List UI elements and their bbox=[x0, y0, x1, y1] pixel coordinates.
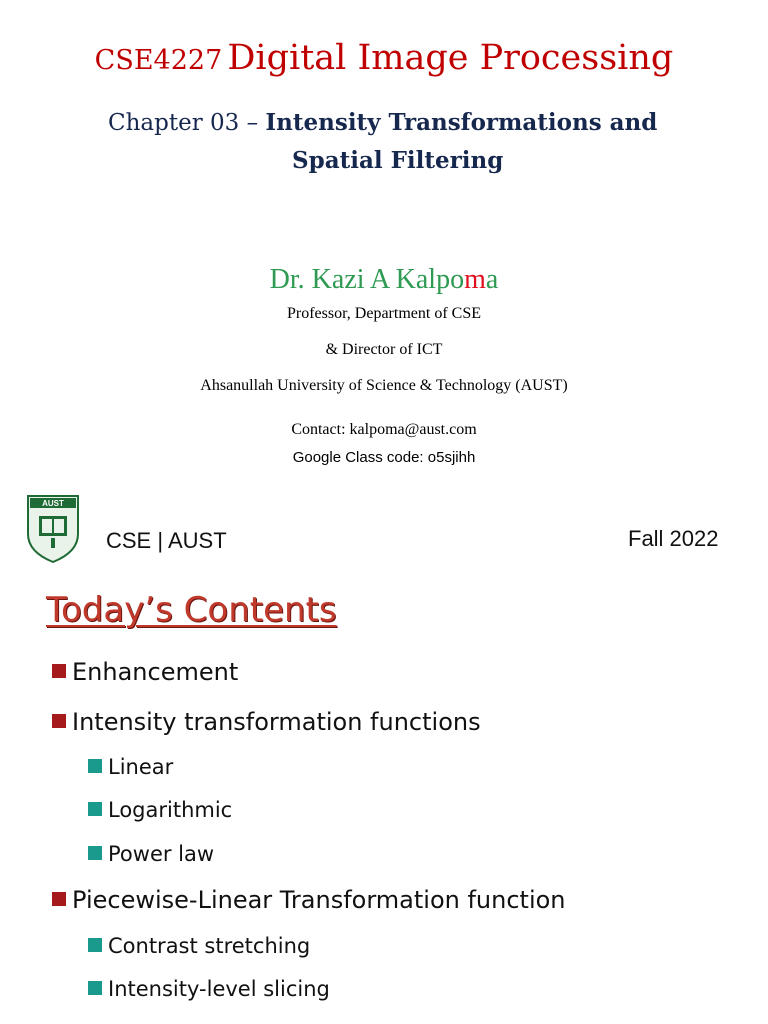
list-item bbox=[88, 934, 310, 958]
author-role: & Director of ICT bbox=[325, 341, 443, 358]
author-name-highlight: m bbox=[464, 264, 486, 295]
logo-text: AUST bbox=[42, 499, 64, 508]
footer-department: CSE | AUST bbox=[106, 528, 227, 553]
list-item bbox=[52, 886, 566, 914]
author-position: Professor, Department of CSE bbox=[287, 305, 481, 322]
author-name-end: a bbox=[485, 264, 499, 295]
author-name bbox=[0, 264, 768, 296]
list-item bbox=[52, 708, 481, 736]
list-item bbox=[88, 798, 232, 822]
bullet-square-icon bbox=[52, 714, 66, 728]
list-item bbox=[88, 755, 173, 779]
chapter-title-line2: Spatial Filtering bbox=[292, 147, 504, 174]
course-name: Digital Image Processing bbox=[227, 38, 674, 78]
chapter-title bbox=[108, 104, 748, 180]
class-code: Google Class code: o5sjihh bbox=[292, 449, 476, 466]
contents-title: Today’s Contents bbox=[46, 590, 337, 630]
bullet-square-icon bbox=[88, 981, 102, 995]
bullet-square-icon bbox=[88, 759, 102, 773]
bullet-square-icon bbox=[88, 846, 102, 860]
bullet-square-icon bbox=[88, 802, 102, 816]
list-item-text: Logarithmic bbox=[108, 798, 233, 822]
chapter-title-line1: Intensity Transformations and bbox=[265, 109, 658, 136]
list-item bbox=[88, 977, 330, 1001]
list-item-text: Intensity-level slicing bbox=[108, 977, 330, 1001]
contact-email: Contact: kalpoma@aust.com bbox=[291, 421, 477, 438]
list-item-text: Piecewise-Linear Transformation function bbox=[72, 886, 566, 914]
list-item-text: Intensity transformation functions bbox=[72, 708, 481, 736]
footer-semester: Fall 2022 bbox=[628, 526, 719, 551]
contents-slide bbox=[0, 580, 768, 1024]
list-item-text: Power law bbox=[108, 842, 215, 866]
course-title bbox=[0, 38, 768, 78]
course-code: CSE4227 bbox=[94, 45, 223, 76]
university-name: Ahsanullah University of Science & Technology (AUST) bbox=[200, 377, 568, 394]
bullet-square-icon bbox=[88, 938, 102, 952]
author-name-main: Dr. Kazi A Kalpo bbox=[269, 264, 465, 295]
bullet-square-icon bbox=[52, 892, 66, 906]
list-item-text: Contrast stretching bbox=[108, 934, 311, 958]
list-item bbox=[52, 658, 238, 686]
list-item-text: Enhancement bbox=[72, 658, 239, 686]
aust-logo-icon bbox=[24, 494, 82, 564]
chapter-prefix: Chapter 03 – bbox=[108, 110, 266, 136]
list-item bbox=[88, 842, 214, 866]
bullet-square-icon bbox=[52, 664, 66, 678]
list-item-text: Linear bbox=[108, 755, 174, 779]
